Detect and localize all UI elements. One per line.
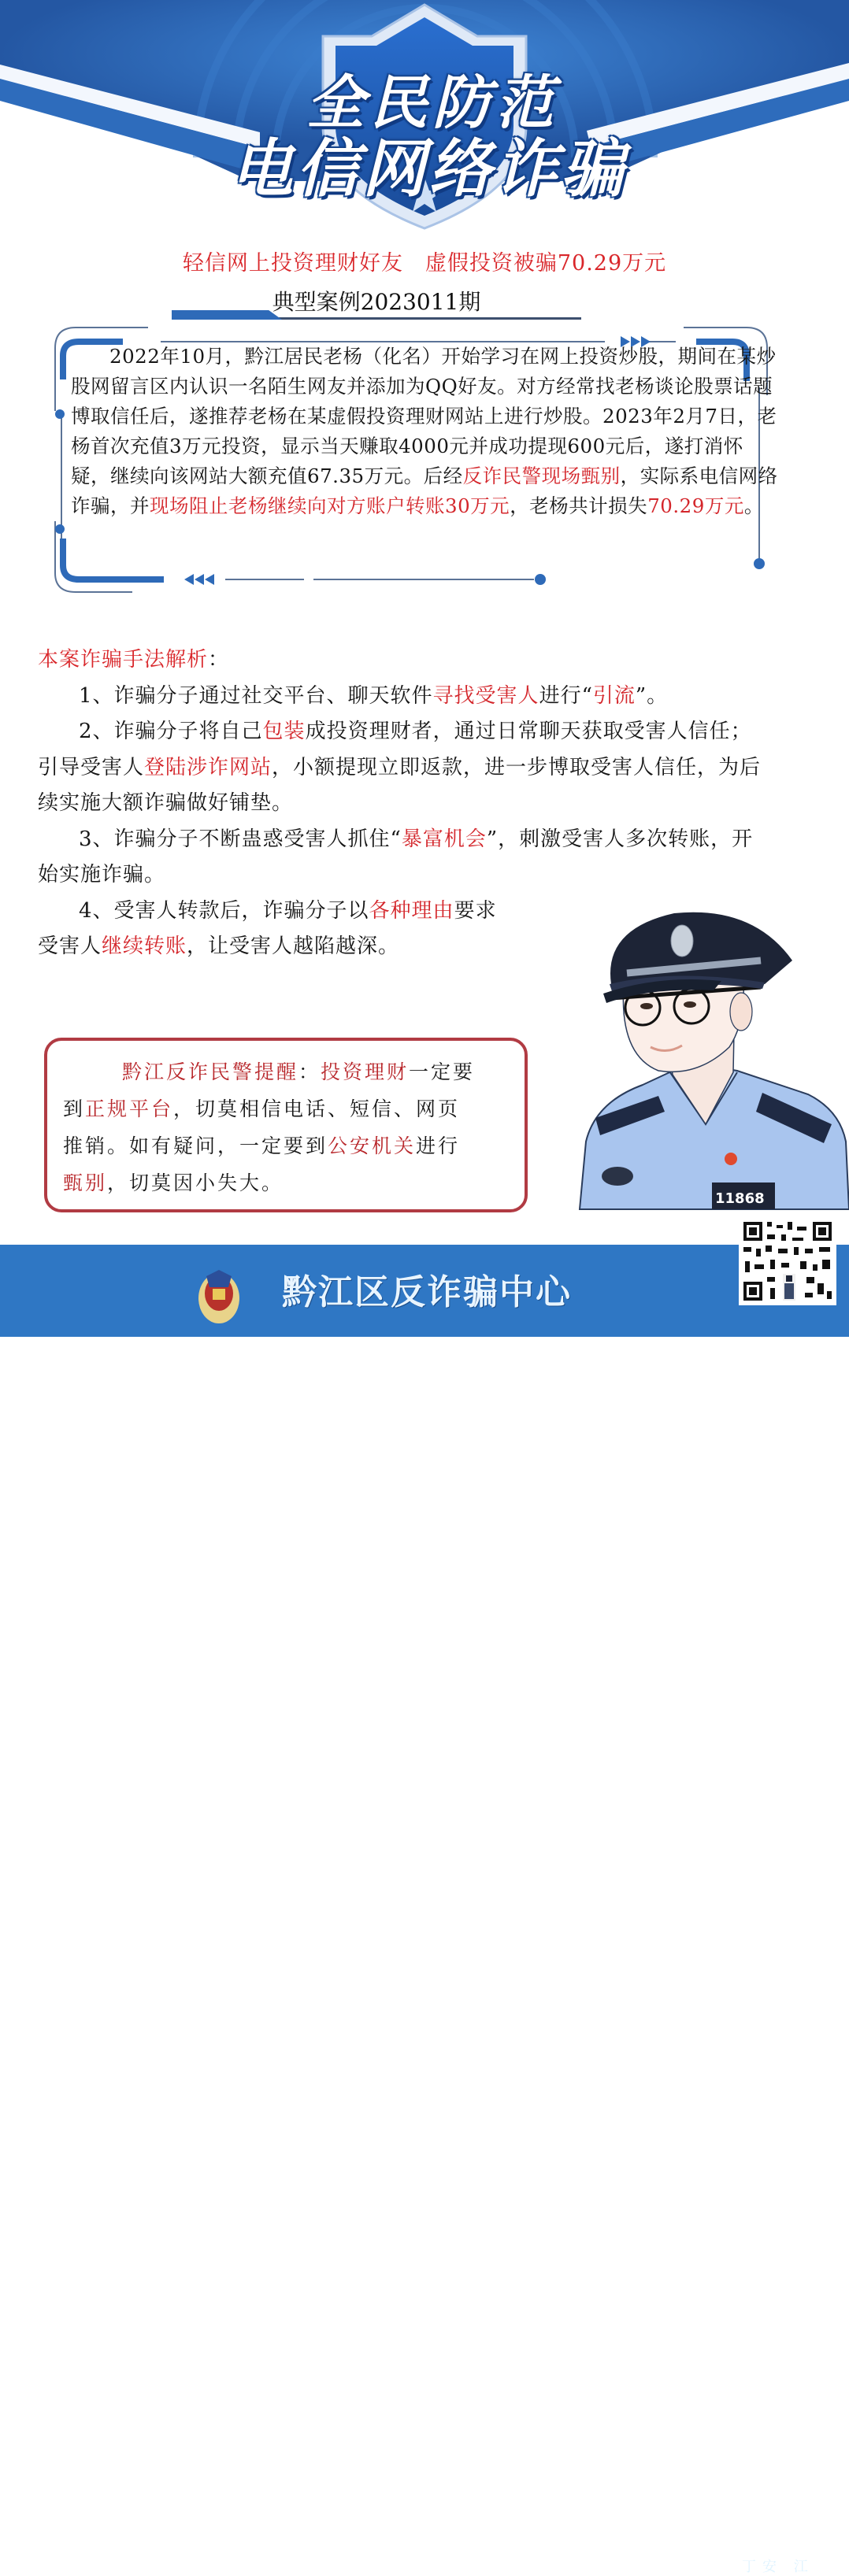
item-text: 1、诈骗分子通过社交平台、聊天软件 bbox=[79, 683, 433, 708]
item-highlight: 寻找受害人 bbox=[432, 683, 539, 708]
case-paragraph bbox=[71, 342, 780, 521]
reminder-text-part: 推销。如有疑问，一定要到 bbox=[63, 1134, 328, 1157]
item-text: 进行“ bbox=[539, 683, 593, 708]
item-text: ”，刺激受害人多次转账，开始实施诈骗。 bbox=[38, 827, 754, 886]
case-highlight: 现场阻止老杨继续向对方账户转账30万元 bbox=[150, 494, 510, 517]
case-issue-number: 典型案例2023011期 bbox=[272, 289, 481, 315]
reminder-text bbox=[63, 1053, 504, 1201]
reminder-text-part: ，切莫因小失大。 bbox=[107, 1171, 284, 1194]
item-text: 成投资理财者，通过日常聊天获取受害人信任；引导受害人 bbox=[38, 720, 752, 779]
reminder-highlight: 甄别 bbox=[63, 1171, 108, 1194]
reminder-text-part: 到 bbox=[63, 1097, 86, 1120]
item-text: 受害人 bbox=[38, 935, 102, 958]
police-emblem-icon bbox=[195, 1268, 243, 1325]
qr-code[interactable] bbox=[739, 1217, 836, 1305]
banner-title-line2: 电信网络诈骗 bbox=[230, 132, 627, 205]
item-text: ，让受害人越陷越深。 bbox=[187, 935, 400, 958]
analysis-title: 本案诈骗手法解析 bbox=[38, 648, 209, 672]
analysis-title-colon: ： bbox=[208, 648, 230, 672]
reminder-text-part: 进行 bbox=[416, 1134, 461, 1157]
reminder-line-1 bbox=[63, 1053, 504, 1090]
reminder-highlight: 正规平台 bbox=[85, 1097, 174, 1120]
police-officer-illustration bbox=[580, 905, 849, 1209]
case-loss-amount: 70.29万元 bbox=[647, 494, 744, 517]
reminder-text-part: ： bbox=[298, 1060, 321, 1083]
reminder-text-part: 一定要 bbox=[409, 1060, 476, 1083]
item-highlight: 各种理由 bbox=[369, 898, 454, 923]
qr-code-icon bbox=[739, 1217, 836, 1305]
footer-tag: 丁安 江 bbox=[742, 2559, 814, 2575]
case-narrative bbox=[71, 342, 780, 521]
police-reminder-box bbox=[44, 1038, 528, 1212]
reminder-line-2 bbox=[63, 1090, 504, 1127]
analysis-item-3 bbox=[38, 822, 762, 894]
arrow-left-icon bbox=[184, 574, 214, 585]
case-text: 2022年10月，黔江居民老杨（化名）开始学习在网上投资炒股，期间在某炒股网留言区内认识一名陌生网友并添加为QQ好友。对方经常找老杨谈论股票话题博取信任后，遂推荐老杨在某虚假投资理财网站上进行炒股。2023年2月7日，老杨首次充值3万元投资，显示当天赚取4000元并成功提现600元后，遂打消怀疑，继续向该网站大额充值67.35万元。后经 bbox=[71, 345, 777, 487]
item-highlight: 包装 bbox=[262, 720, 306, 743]
analysis-item-1 bbox=[38, 679, 825, 715]
reminder-line-4 bbox=[63, 1164, 504, 1201]
item-text: 4、受害人转款后，诈骗分子以 bbox=[79, 898, 369, 923]
reminder-line-3 bbox=[63, 1127, 504, 1164]
case-issue-header bbox=[172, 285, 581, 320]
item-highlight: 登陆涉诈网站 bbox=[144, 755, 272, 779]
police-badge-number: 11868 bbox=[715, 1190, 765, 1207]
analysis-heading bbox=[38, 642, 825, 679]
item-text: 2、诈骗分子将自己 bbox=[79, 720, 263, 743]
reminder-highlight: 黔江反诈民警提醒 bbox=[122, 1060, 299, 1083]
reminder-highlight: 公安机关 bbox=[328, 1134, 417, 1157]
case-text: 。 bbox=[743, 494, 764, 517]
case-description-card bbox=[54, 324, 778, 592]
case-text: ，老杨共计损失 bbox=[510, 494, 648, 517]
analysis-item-2 bbox=[38, 714, 762, 822]
header-banner bbox=[0, 0, 849, 236]
reminder-highlight: 投资理财 bbox=[321, 1060, 410, 1083]
item-highlight: 暴富机会 bbox=[401, 827, 487, 851]
footer-banner bbox=[0, 1245, 849, 2575]
reminder-text-part: ，切莫相信电话、短信、网页 bbox=[173, 1097, 461, 1120]
item-highlight: 引流 bbox=[592, 683, 636, 708]
banner-title-line1: 全民防范 bbox=[306, 69, 558, 137]
item-highlight: 继续转账 bbox=[102, 935, 187, 958]
police-cap-badge-icon bbox=[671, 925, 693, 957]
footer-title: 黔江区反诈骗中心 bbox=[282, 1272, 572, 1312]
case-headline: 轻信网上投资理财好友 虚假投资被骗70.29万元 bbox=[182, 251, 667, 276]
item-text: ，小额提现立即返款，进一步博取受害人信任，为后续实施大额诈骗做好铺垫。 bbox=[38, 755, 762, 815]
item-text: 要求 bbox=[454, 898, 497, 923]
case-highlight: 反诈民警现场甄别 bbox=[462, 464, 621, 487]
item-text: ”。 bbox=[635, 683, 669, 708]
case-text: ，实际系电信网络诈骗，并 bbox=[71, 464, 778, 517]
item-text: 3、诈骗分子不断蛊惑受害人抓住“ bbox=[79, 827, 402, 851]
